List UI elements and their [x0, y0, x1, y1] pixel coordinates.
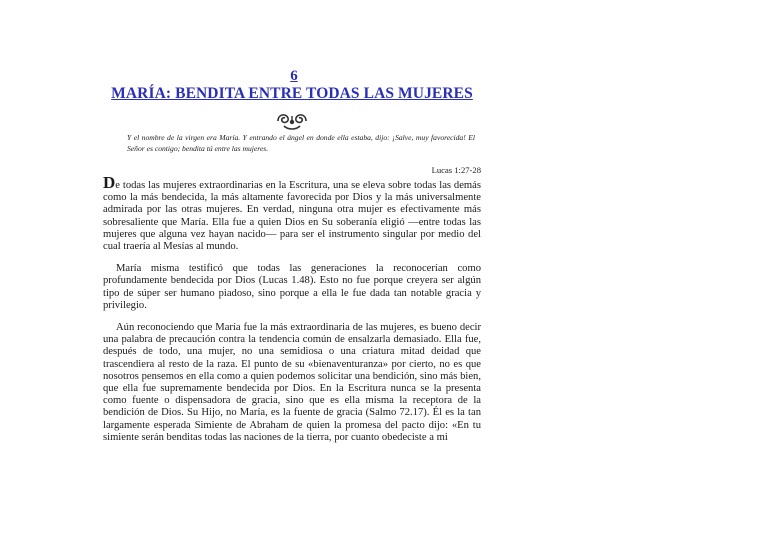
drop-cap: D — [103, 173, 116, 192]
body-paragraph: Aún reconociendo que María fue la más extraordinaria de las mujeres, es bueno decir una palabra de precaución contra la tendencia común de ensalzarla demasiado. Ella fue, después de todo, una mujer, no una semidiosa o una criatura mitad deidad que trascendiera al resto de la raza. El punto de su «bienaventuranza» por cierto, no es que nosotros pensemos en ella como a quien podemos solicitar una bendición, sino más bien, que ella fue supremamente bendecida por Dios. En la Escritura nunca se la presenta como fuente o dispensadora de gracia, sino que es ella misma la receptora de la bendición de Dios. Su Hijo, no María, es la fuente de gracia (Salmo 72.17). Él es la tan largamente esperada Simiente de Abraham de quien la promesa del pacto dijo: «En tu simiente serán benditas todas las naciones de la tierra, por cuanto obedeciste a mi — [103, 322, 481, 443]
epigraph-reference: Lucas 1:27-28 — [431, 165, 481, 175]
chapter-number-link[interactable]: 6 — [290, 68, 298, 84]
epigraph-quote: Y el nombre de la virgen era María. Y entrando el ángel en donde ella estaba, dijo: ¡Salve, muy favorecida! El Señor es contigo; bendita tú entre las mujeres. — [127, 133, 475, 153]
body-paragraph — [103, 173, 481, 253]
book-page — [103, 68, 481, 444]
body-paragraph: María misma testificó que todas las generaciones la reconocerían como profundamente bendecida por Dios (Lucas 1.48). Esto no fue porque creyera ser algún tipo de súper ser humano piadoso, sino porque a ella le fue dada tan notable gracia y privilegio. — [103, 263, 481, 311]
paragraph-text: e todas las mujeres extraordinarias en la Escritura, una se eleva sobre todas las demás como la más bendecida, la más altamente favorecida por Dios y la más universalmente admirada por las otras mujeres. En verdad, ninguna otra mujer es efectivamente más sobresaliente que María. Ella fue a quien Dios en Su soberanía eligió —entre todas las mujeres que alguna vez hayan nacido— para ser el instrumento singular por medio del cual traería al Mesías al mundo. — [103, 180, 481, 253]
floral-ornament-icon — [272, 110, 312, 132]
chapter-title-link[interactable]: MARÍA: BENDITA ENTRE TODAS LAS MUJERES — [111, 85, 473, 102]
